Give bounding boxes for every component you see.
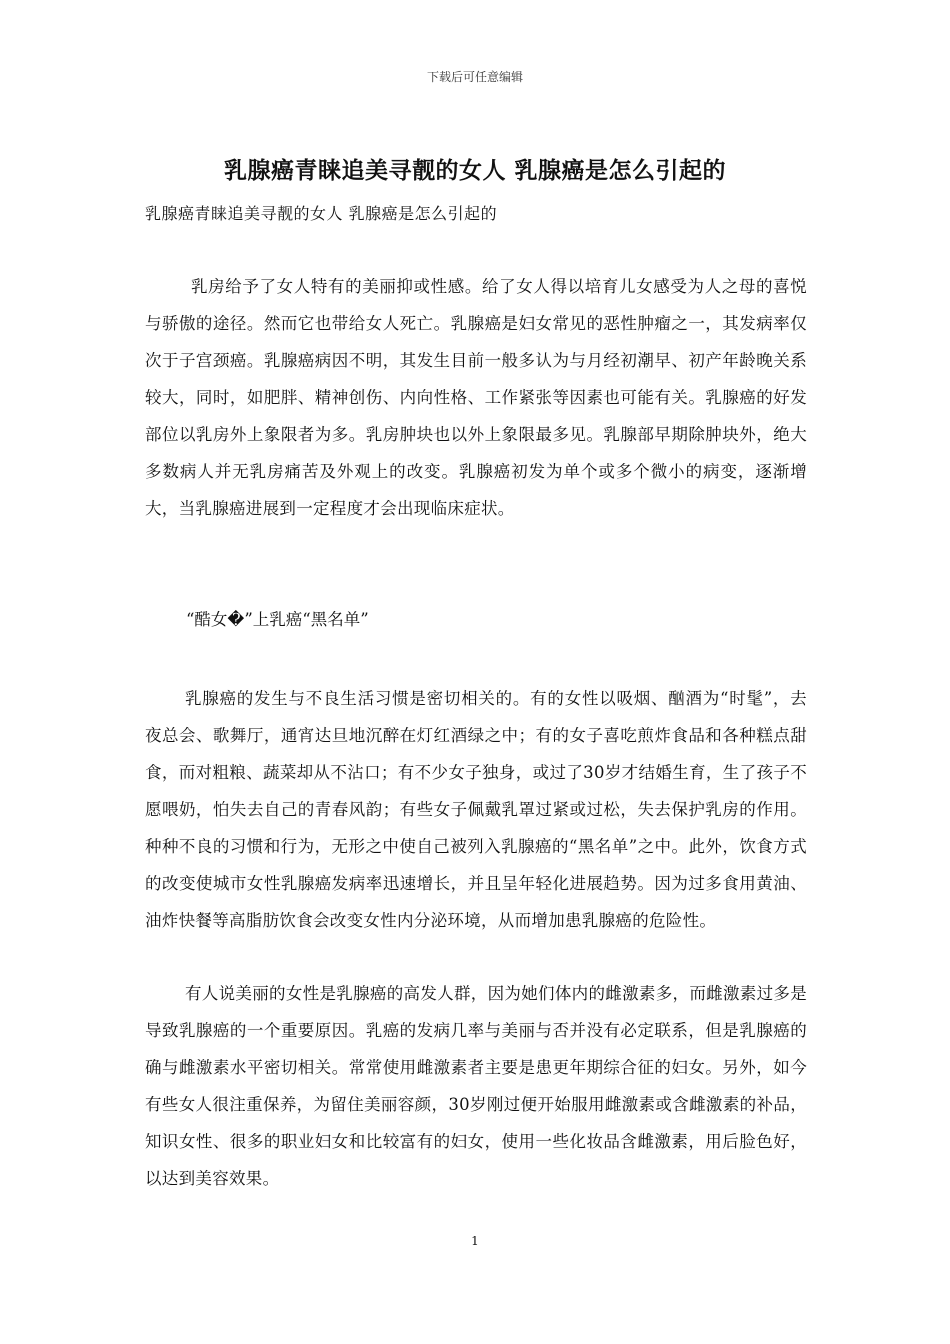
document-subtitle: 乳腺癌青睐追美寻靓的女人 乳腺癌是怎么引起的: [145, 204, 498, 223]
document-title: 乳腺癌青睐追美寻靓的女人 乳腺癌是怎么引起的: [223, 158, 726, 184]
paragraph-habits: 乳腺癌的发生与不良生活习惯是密切相关的。有的女性以吸烟、酗酒为“时髦”，去夜总会、歌舞厅，通宵达旦地沉醉在灯红酒绿之中；有的女子喜吃煎炸食品和各种糕点甜食，而对粗粮、蔬菜却从不沾口；有不少女子独身，或过了30岁才结婚生育，生了孩子不愿喂奶，怕失去自己的青春风韵；有些女子佩戴乳罩过紧或过松，失去保护乳房的作用。种种不良的习惯和行为，无形之中使自己被列入乳腺癌的“黑名单”之中。此外，饮食方式的改变使城市女性乳腺癌发病率迅速增长，并且呈年轻化进展趋势。因为过多食用黄油、油炸快餐等高脂肪饮食会改变女性内分泌环境，从而增加患乳腺癌的危险性。: [145, 689, 807, 930]
paragraph-intro: 乳房给予了女人特有的美丽抑或性感。给了女人得以培育儿女感受为人之母的喜悦与骄傲的途径。然而它也带给女人死亡。乳腺癌是妇女常见的恶性肿瘤之一，其发病率仅次于子宫颈癌。乳腺癌病因不明，其发生目前一般多认为与月经初潮早、初产年龄晚关系较大，同时，如肥胖、精神创伤、内向性格、工作紧张等因素也可能有关。乳腺癌的好发部位以乳房外上象限者为多。乳房肿块也以外上象限最多见。乳腺部早期除肿块外，绝大多数病人并无乳房痛苦及外观上的改变。乳腺癌初发为单个或多个微小的病变，逐渐增大，当乳腺癌进展到一定程度才会出现临床症状。: [145, 277, 807, 518]
header-note: 下载后可任意编辑: [426, 70, 523, 84]
section-heading: “酷女�”上乳癌“黑名单”: [186, 610, 369, 629]
page-number: 1: [471, 1234, 479, 1248]
paragraph-estrogen: 有人说美丽的女性是乳腺癌的高发人群，因为她们体内的雌激素多，而雌激素过多是导致乳腺癌的一个重要原因。乳癌的发病几率与美丽与否并没有必定联系，但是乳腺癌的确与雌激素水平密切相关。常常使用雌激素者主要是患更年期综合征的妇女。另外，如今有些女人很注重保养，为留住美丽容颜，30岁刚过便开始服用雌激素或含雌激素的补品，知识女性、很多的职业妇女和比较富有的妇女，使用一些化妆品含雌激素，用后脸色好，以达到美容效果。: [145, 984, 807, 1188]
